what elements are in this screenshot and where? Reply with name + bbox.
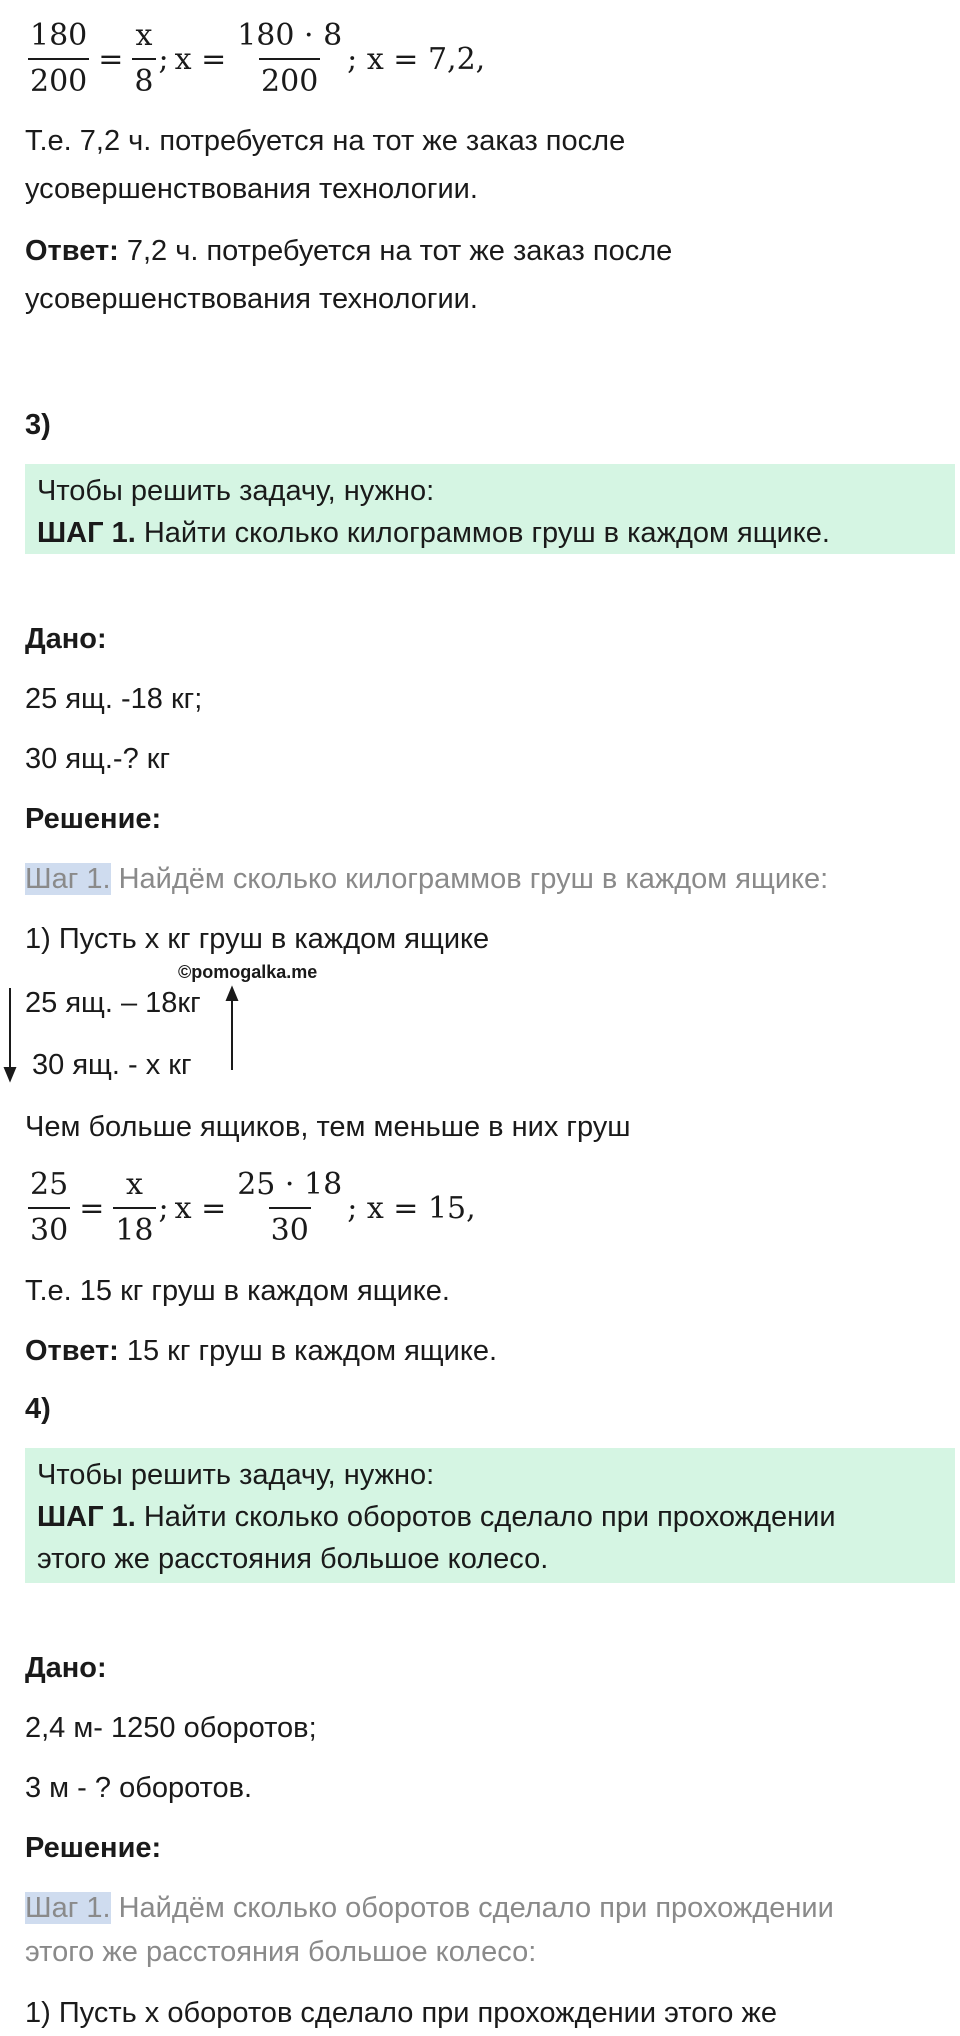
conclusion-text: Т.е. 15 кг груш в каждом ящике. [25,1275,450,1307]
numerator: 180 [30,18,88,53]
denominator: 8 [132,58,155,104]
separator: ; [158,1190,169,1226]
numerator: 25 · 18 [237,1167,343,1202]
plan-step-label: ШАГ 1. [37,517,136,549]
denominator: 30 [269,1207,311,1253]
conclusion-text: Т.е. 7,2 ч. потребуется на тот же заказ после [25,125,626,157]
denominator: 18 [113,1207,155,1253]
fraction [235,1163,344,1253]
proportion-row-2: 30 ящ. - х кг [32,1049,192,1081]
given-item: 3 м - ? оборотов. [25,1772,253,1804]
plan-step-cont: этого же расстояния большое колесо. [37,1543,549,1575]
given-label: Дано: [25,623,107,655]
plan-step-label: ШАГ 1. [37,1501,136,1533]
plan-box-4 [25,1448,955,1583]
given-item: 25 ящ. -18 кг; [25,683,203,715]
x-equals: x = [174,41,227,77]
solution-label: Решение: [25,803,162,835]
plan-intro: Чтобы решить задачу, нужно: [37,1459,435,1491]
answer-text: 15 кг груш в каждом ящике. [118,1335,498,1367]
numerator: 180 · 8 [237,18,343,53]
solution-label: Решение: [25,1832,162,1864]
equals-sign: = [79,1190,105,1226]
numerator: 25 [30,1167,69,1202]
task-number-4: 4) [25,1393,51,1425]
proportion-formula-2 [25,1163,476,1253]
solution-step-cont: этого же расстояния большое колесо: [25,1936,537,1968]
solution-line: 1) Пусть х оборотов сделало при прохождении этого же [25,1997,777,2029]
denominator: 30 [28,1207,70,1253]
answer-label: Ответ: [25,235,119,267]
answer-line-cont: усовершенствования технологии. [25,283,478,315]
solution-step [25,1885,834,1931]
formula-result: ; x = 7,2, [347,41,486,77]
answer-line [25,1328,497,1374]
solution-line: 1) Пусть х кг груш в каждом ящике [25,923,490,955]
denominator: 200 [28,58,89,104]
plan-intro: Чтобы решить задачу, нужно: [37,475,435,507]
given-item: 30 ящ.-? кг [25,743,171,775]
given-label: Дано: [25,1652,107,1684]
fraction [28,1163,70,1253]
answer-text: 7,2 ч. потребуется на тот же заказ после [118,235,673,267]
denominator: 200 [259,58,320,104]
relation-note: Чем больше ящиков, тем меньше в них груш [25,1111,631,1143]
plan-step [37,1496,943,1538]
numerator: x [125,1167,143,1202]
step-text: Найдём сколько оборотов сделало при прохождении [110,1892,834,1924]
separator: ; [158,41,169,77]
step-label: Шаг 1. [25,1892,111,1924]
fraction [113,1163,155,1253]
formula-result: ; x = 15, [347,1190,476,1226]
numerator: x [135,18,153,53]
equals-sign: = [98,41,124,77]
given-item: 2,4 м- 1250 оборотов; [25,1712,317,1744]
answer-label: Ответ: [25,1335,119,1367]
step-text: Найдём сколько килограммов груш в каждом ящике: [110,863,829,895]
task-number-3: 3) [25,409,51,441]
x-equals: x = [174,1190,227,1226]
down-arrow-head [5,1068,15,1080]
plan-step-text: Найти сколько оборотов сделало при прохождении [135,1501,836,1533]
up-arrow-head [227,988,237,1000]
step-label: Шаг 1. [25,863,111,895]
plan-step-text: Найти сколько килограммов груш в каждом ящике. [135,517,830,549]
proportion-row-1: 25 ящ. – 18кг [25,987,201,1019]
conclusion-text-cont: усовершенствования технологии. [25,173,478,205]
watermark: ©pomogalka.me [178,962,318,982]
